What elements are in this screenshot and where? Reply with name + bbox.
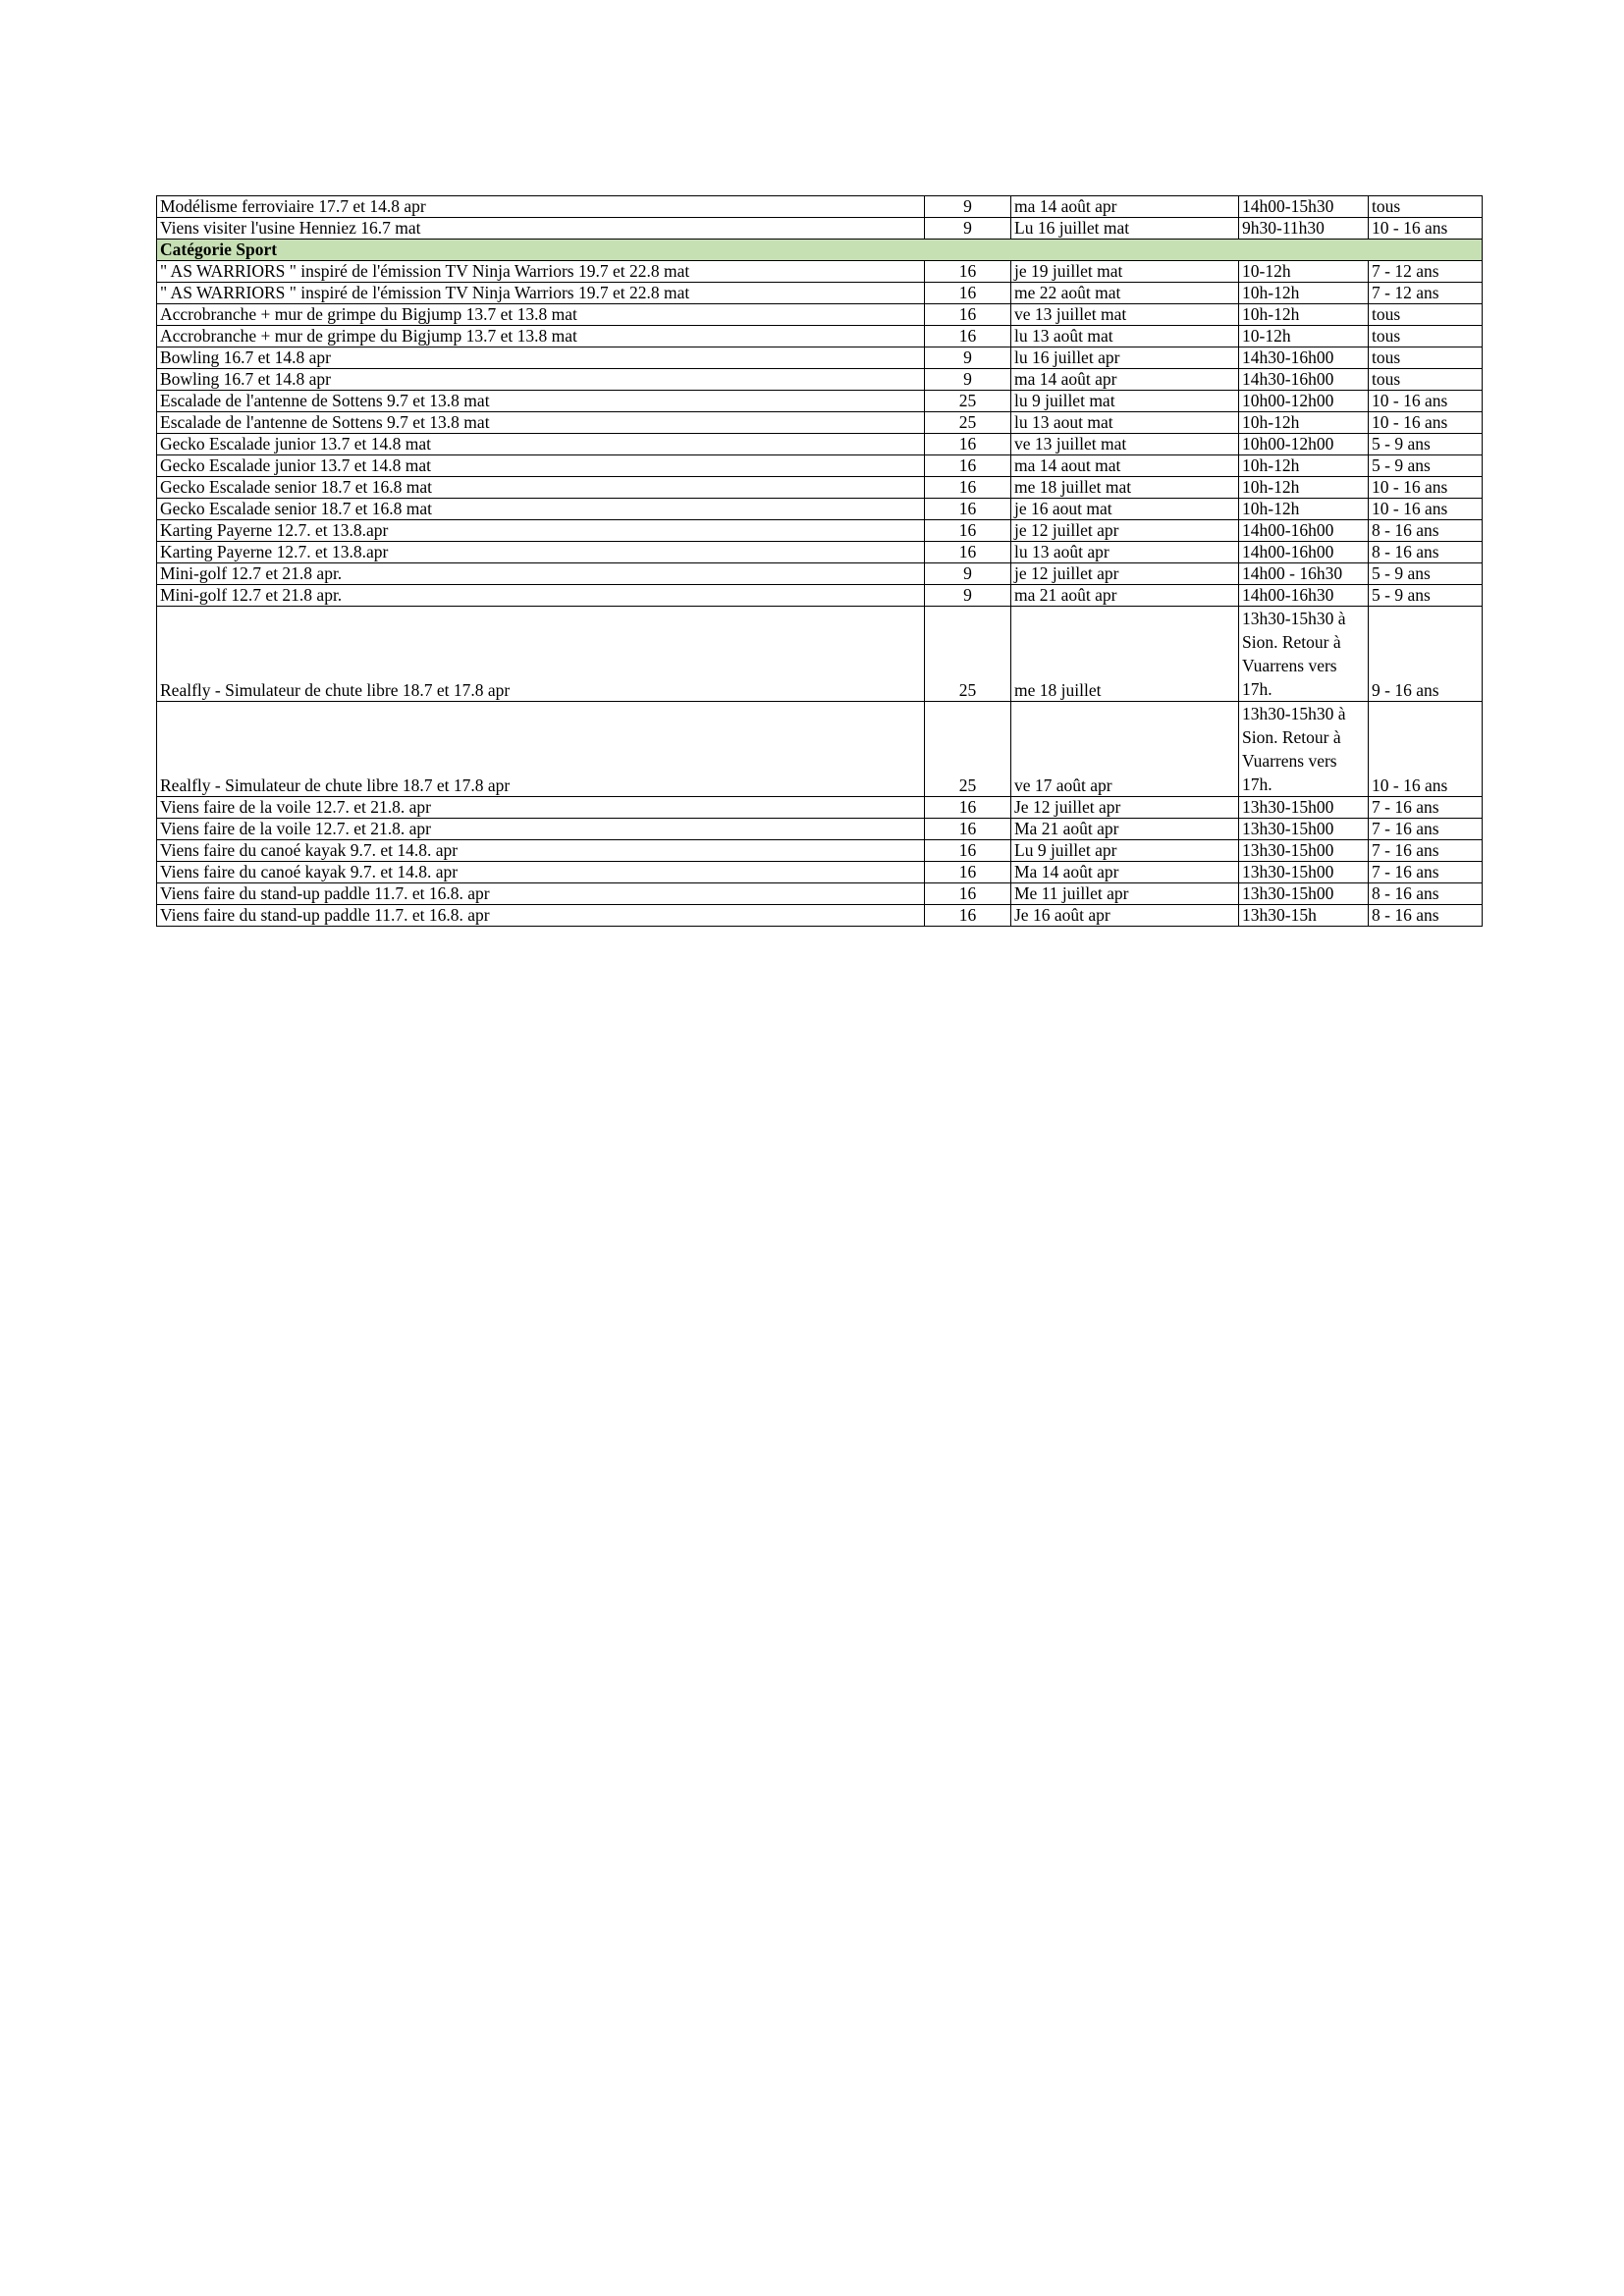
- date-cell: lu 13 août apr: [1011, 542, 1239, 563]
- time-cell: 13h30-15h30 à Sion. Retour à Vuarrens vers 17h.: [1239, 702, 1369, 797]
- category-header-row: [157, 240, 1483, 261]
- table-row: [157, 391, 1483, 412]
- price-cell: 16: [925, 434, 1011, 455]
- price-cell: 25: [925, 412, 1011, 434]
- activity-cell: Viens faire du canoé kayak 9.7. et 14.8. apr: [157, 840, 925, 862]
- price-cell: 16: [925, 283, 1011, 304]
- age-cell: 10 - 16 ans: [1369, 218, 1483, 240]
- date-cell: lu 13 août mat: [1011, 326, 1239, 347]
- activity-cell: Gecko Escalade senior 18.7 et 16.8 mat: [157, 499, 925, 520]
- price-cell: 16: [925, 520, 1011, 542]
- activity-cell: Bowling 16.7 et 14.8 apr: [157, 369, 925, 391]
- date-cell: lu 13 aout mat: [1011, 412, 1239, 434]
- activity-cell: Viens faire du stand-up paddle 11.7. et 16.8. apr: [157, 905, 925, 927]
- activity-cell: Realfly - Simulateur de chute libre 18.7 et 17.8 apr: [157, 607, 925, 702]
- table-row: [157, 819, 1483, 840]
- activity-cell: Bowling 16.7 et 14.8 apr: [157, 347, 925, 369]
- date-cell: Ma 21 août apr: [1011, 819, 1239, 840]
- category-header: Catégorie Sport: [157, 240, 1483, 261]
- age-cell: 8 - 16 ans: [1369, 520, 1483, 542]
- table-row: [157, 585, 1483, 607]
- price-cell: 16: [925, 542, 1011, 563]
- time-cell: 13h30-15h00: [1239, 797, 1369, 819]
- date-cell: Me 11 juillet apr: [1011, 883, 1239, 905]
- age-cell: 10 - 16 ans: [1369, 412, 1483, 434]
- date-cell: lu 16 juillet apr: [1011, 347, 1239, 369]
- price-cell: 16: [925, 477, 1011, 499]
- time-cell: 10h-12h: [1239, 477, 1369, 499]
- price-cell: 9: [925, 218, 1011, 240]
- table-row: [157, 563, 1483, 585]
- date-cell: ma 14 août apr: [1011, 369, 1239, 391]
- table-row: [157, 455, 1483, 477]
- date-cell: me 18 juillet: [1011, 607, 1239, 702]
- date-cell: me 22 août mat: [1011, 283, 1239, 304]
- price-cell: 16: [925, 840, 1011, 862]
- price-cell: 9: [925, 347, 1011, 369]
- date-cell: ma 14 août apr: [1011, 196, 1239, 218]
- table-row: [157, 304, 1483, 326]
- age-cell: 10 - 16 ans: [1369, 391, 1483, 412]
- age-cell: 10 - 16 ans: [1369, 499, 1483, 520]
- date-cell: ve 13 juillet mat: [1011, 434, 1239, 455]
- date-cell: ve 13 juillet mat: [1011, 304, 1239, 326]
- price-cell: 16: [925, 455, 1011, 477]
- activity-cell: Karting Payerne 12.7. et 13.8.apr: [157, 542, 925, 563]
- price-cell: 16: [925, 905, 1011, 927]
- date-cell: Lu 16 juillet mat: [1011, 218, 1239, 240]
- date-cell: je 12 juillet apr: [1011, 563, 1239, 585]
- age-cell: 5 - 9 ans: [1369, 455, 1483, 477]
- price-cell: 16: [925, 261, 1011, 283]
- table-row: [157, 905, 1483, 927]
- price-cell: 16: [925, 499, 1011, 520]
- time-cell: 13h30-15h00: [1239, 862, 1369, 883]
- time-cell: 13h30-15h00: [1239, 840, 1369, 862]
- price-cell: 16: [925, 304, 1011, 326]
- table-row: [157, 283, 1483, 304]
- age-cell: 7 - 16 ans: [1369, 862, 1483, 883]
- date-cell: Je 16 août apr: [1011, 905, 1239, 927]
- date-cell: me 18 juillet mat: [1011, 477, 1239, 499]
- activity-cell: Gecko Escalade junior 13.7 et 14.8 mat: [157, 455, 925, 477]
- activity-cell: Escalade de l'antenne de Sottens 9.7 et 13.8 mat: [157, 412, 925, 434]
- table-row: [157, 477, 1483, 499]
- age-cell: 7 - 16 ans: [1369, 797, 1483, 819]
- time-cell: 10h-12h: [1239, 499, 1369, 520]
- date-cell: ma 14 aout mat: [1011, 455, 1239, 477]
- time-cell: 10h00-12h00: [1239, 391, 1369, 412]
- time-cell: 9h30-11h30: [1239, 218, 1369, 240]
- table-row: [157, 218, 1483, 240]
- time-cell: 14h30-16h00: [1239, 347, 1369, 369]
- price-cell: 16: [925, 797, 1011, 819]
- age-cell: 8 - 16 ans: [1369, 883, 1483, 905]
- table-row: [157, 883, 1483, 905]
- time-cell: 10h-12h: [1239, 455, 1369, 477]
- activity-cell: Modélisme ferroviaire 17.7 et 14.8 apr: [157, 196, 925, 218]
- activity-cell: Viens visiter l'usine Henniez 16.7 mat: [157, 218, 925, 240]
- table-row-tall: [157, 702, 1483, 797]
- age-cell: 5 - 9 ans: [1369, 585, 1483, 607]
- price-cell: 25: [925, 391, 1011, 412]
- activity-cell: Mini-golf 12.7 et 21.8 apr.: [157, 585, 925, 607]
- table-row: [157, 797, 1483, 819]
- age-cell: 5 - 9 ans: [1369, 434, 1483, 455]
- time-cell: 10h-12h: [1239, 283, 1369, 304]
- price-cell: 9: [925, 196, 1011, 218]
- time-cell: 10-12h: [1239, 326, 1369, 347]
- price-cell: 9: [925, 585, 1011, 607]
- time-cell: 10h00-12h00: [1239, 434, 1369, 455]
- age-cell: tous: [1369, 369, 1483, 391]
- time-cell: 14h30-16h00: [1239, 369, 1369, 391]
- activity-cell: Gecko Escalade junior 13.7 et 14.8 mat: [157, 434, 925, 455]
- date-cell: Ma 14 août apr: [1011, 862, 1239, 883]
- activity-cell: " AS WARRIORS " inspiré de l'émission TV Ninja Warriors 19.7 et 22.8 mat: [157, 283, 925, 304]
- table-row: [157, 261, 1483, 283]
- table-row: [157, 412, 1483, 434]
- price-cell: 9: [925, 563, 1011, 585]
- time-cell: 10h-12h: [1239, 412, 1369, 434]
- age-cell: tous: [1369, 196, 1483, 218]
- age-cell: 7 - 12 ans: [1369, 261, 1483, 283]
- date-cell: je 12 juillet apr: [1011, 520, 1239, 542]
- date-cell: Lu 9 juillet apr: [1011, 840, 1239, 862]
- activity-cell: " AS WARRIORS " inspiré de l'émission TV Ninja Warriors 19.7 et 22.8 mat: [157, 261, 925, 283]
- price-cell: 16: [925, 883, 1011, 905]
- activity-cell: Accrobranche + mur de grimpe du Bigjump 13.7 et 13.8 mat: [157, 326, 925, 347]
- age-cell: 7 - 16 ans: [1369, 840, 1483, 862]
- price-cell: 16: [925, 819, 1011, 840]
- table-row: [157, 862, 1483, 883]
- age-cell: 8 - 16 ans: [1369, 905, 1483, 927]
- table-row: [157, 369, 1483, 391]
- date-cell: Je 12 juillet apr: [1011, 797, 1239, 819]
- date-cell: ve 17 août apr: [1011, 702, 1239, 797]
- time-cell: 10-12h: [1239, 261, 1369, 283]
- table-row: [157, 520, 1483, 542]
- price-cell: 16: [925, 862, 1011, 883]
- activity-cell: Viens faire de la voile 12.7. et 21.8. apr: [157, 819, 925, 840]
- activity-schedule-table: [156, 195, 1483, 927]
- age-cell: 7 - 12 ans: [1369, 283, 1483, 304]
- activity-cell: Viens faire de la voile 12.7. et 21.8. apr: [157, 797, 925, 819]
- date-cell: ma 21 août apr: [1011, 585, 1239, 607]
- age-cell: 8 - 16 ans: [1369, 542, 1483, 563]
- time-cell: 13h30-15h00: [1239, 819, 1369, 840]
- activity-cell: Mini-golf 12.7 et 21.8 apr.: [157, 563, 925, 585]
- price-cell: 25: [925, 702, 1011, 797]
- age-cell: 9 - 16 ans: [1369, 607, 1483, 702]
- price-cell: 16: [925, 326, 1011, 347]
- age-cell: 10 - 16 ans: [1369, 477, 1483, 499]
- table-row-tall: [157, 607, 1483, 702]
- age-cell: tous: [1369, 304, 1483, 326]
- table-row: [157, 347, 1483, 369]
- time-cell: 14h00-16h00: [1239, 542, 1369, 563]
- time-cell: 14h00-16h30: [1239, 585, 1369, 607]
- price-cell: 9: [925, 369, 1011, 391]
- time-cell: 13h30-15h: [1239, 905, 1369, 927]
- time-cell: 14h00 - 16h30: [1239, 563, 1369, 585]
- date-cell: je 19 juillet mat: [1011, 261, 1239, 283]
- activity-cell: Karting Payerne 12.7. et 13.8.apr: [157, 520, 925, 542]
- table-row: [157, 542, 1483, 563]
- table-body: [157, 196, 1483, 927]
- activity-cell: Accrobranche + mur de grimpe du Bigjump 13.7 et 13.8 mat: [157, 304, 925, 326]
- age-cell: 10 - 16 ans: [1369, 702, 1483, 797]
- time-cell: 10h-12h: [1239, 304, 1369, 326]
- table-row: [157, 840, 1483, 862]
- time-cell: 14h00-16h00: [1239, 520, 1369, 542]
- age-cell: tous: [1369, 347, 1483, 369]
- time-cell: 13h30-15h00: [1239, 883, 1369, 905]
- date-cell: je 16 aout mat: [1011, 499, 1239, 520]
- age-cell: tous: [1369, 326, 1483, 347]
- time-cell: 13h30-15h30 à Sion. Retour à Vuarrens vers 17h.: [1239, 607, 1369, 702]
- activity-cell: Viens faire du stand-up paddle 11.7. et 16.8. apr: [157, 883, 925, 905]
- date-cell: lu 9 juillet mat: [1011, 391, 1239, 412]
- time-cell: 14h00-15h30: [1239, 196, 1369, 218]
- table-row: [157, 434, 1483, 455]
- activity-cell: Realfly - Simulateur de chute libre 18.7 et 17.8 apr: [157, 702, 925, 797]
- table-row: [157, 196, 1483, 218]
- activity-cell: Viens faire du canoé kayak 9.7. et 14.8. apr: [157, 862, 925, 883]
- price-cell: 25: [925, 607, 1011, 702]
- age-cell: 5 - 9 ans: [1369, 563, 1483, 585]
- table-row: [157, 326, 1483, 347]
- table-row: [157, 499, 1483, 520]
- activity-cell: Gecko Escalade senior 18.7 et 16.8 mat: [157, 477, 925, 499]
- age-cell: 7 - 16 ans: [1369, 819, 1483, 840]
- activity-cell: Escalade de l'antenne de Sottens 9.7 et 13.8 mat: [157, 391, 925, 412]
